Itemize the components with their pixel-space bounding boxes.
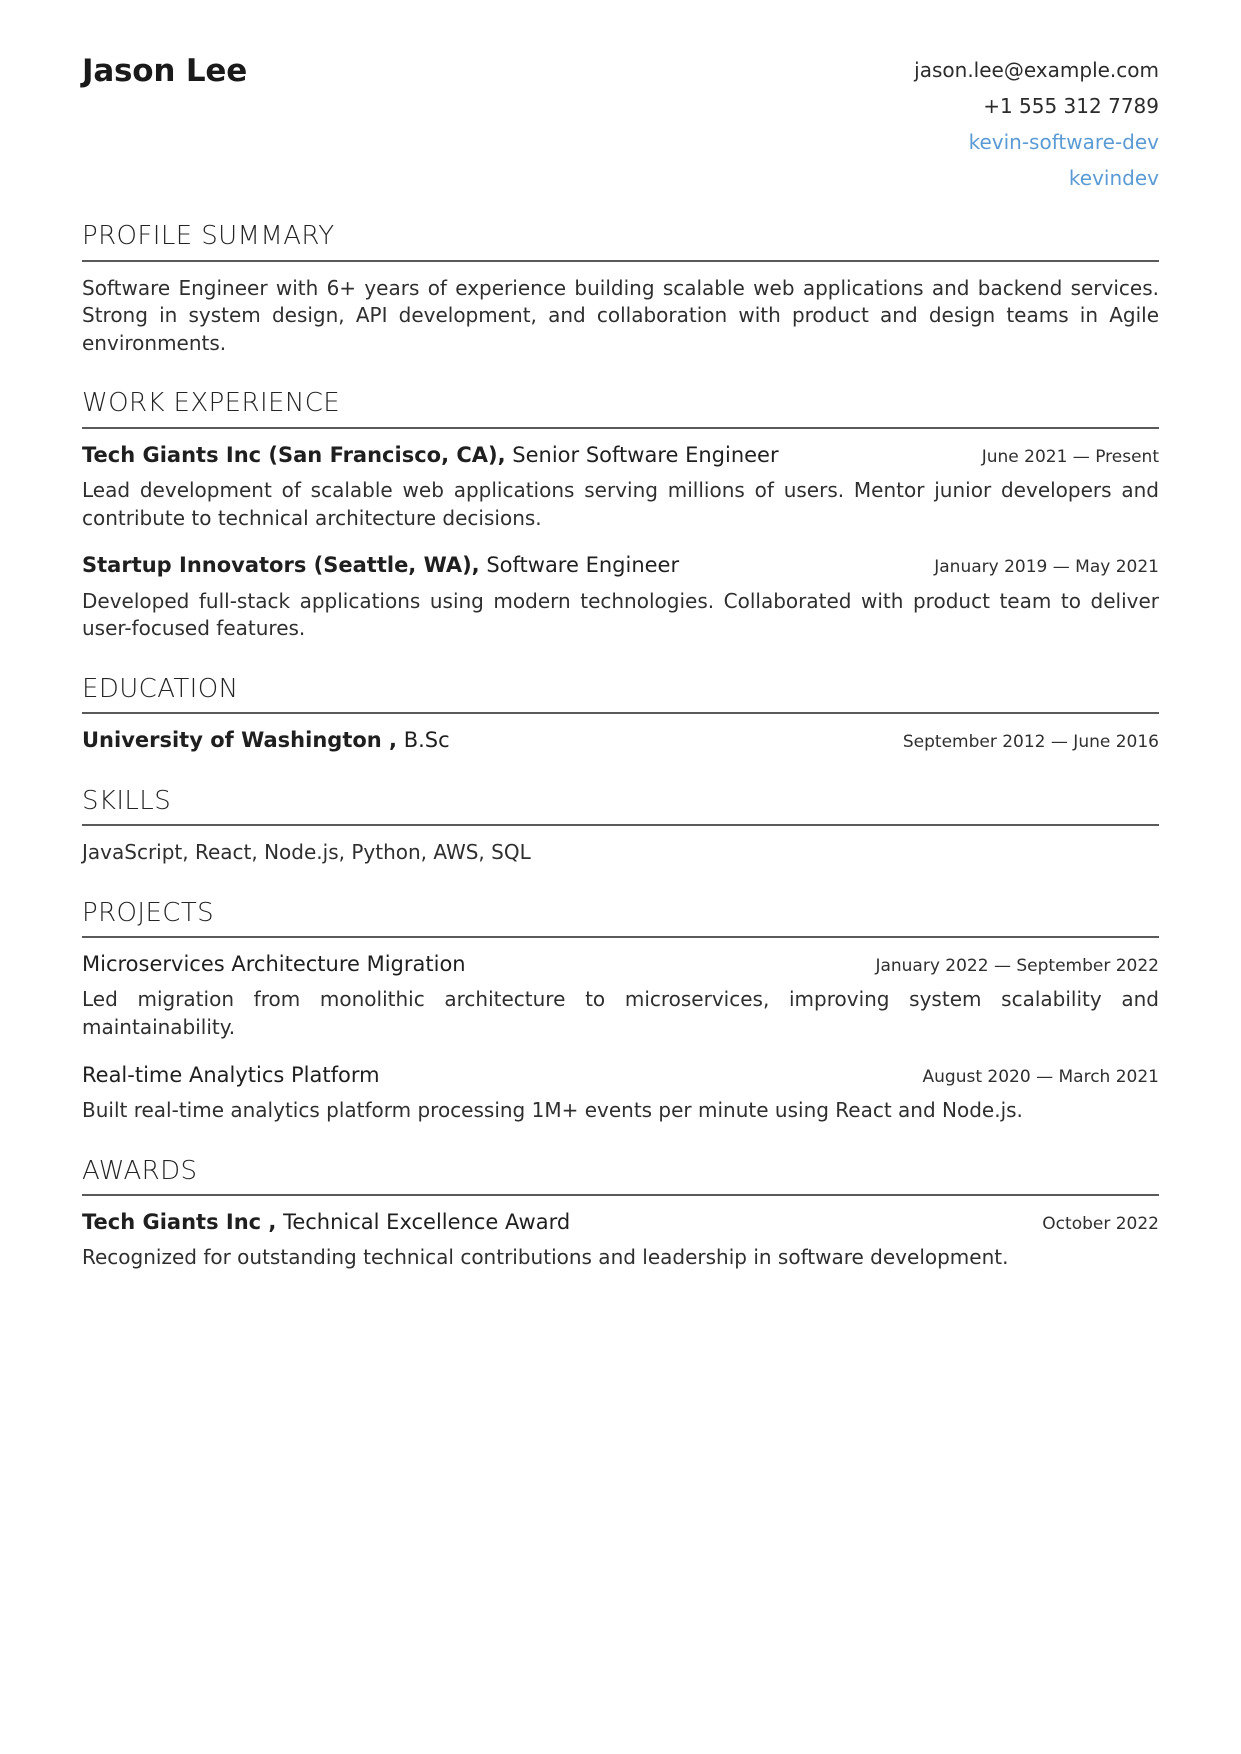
award-entry [82, 1209, 1159, 1272]
project-description: Built real-time analytics platform processing 1M+ events per minute using React and Node.js. [82, 1097, 1023, 1122]
contact-block [914, 54, 1159, 190]
section-divider [82, 824, 1159, 826]
section-divider [82, 1194, 1159, 1196]
section-projects [82, 897, 1159, 1125]
work-entry-date: June 2021 — Present [981, 446, 1159, 467]
education-entry [82, 727, 1159, 754]
work-entry-title [82, 442, 779, 469]
section-profile-summary [82, 220, 1159, 357]
work-entry [82, 442, 1159, 532]
section-awards [82, 1155, 1159, 1272]
section-title-education: EDUCATION [82, 673, 239, 704]
work-entry-date: January 2019 — May 2021 [934, 557, 1159, 578]
work-entry-title [82, 552, 679, 579]
work-entry-description: Lead development of scalable web applications serving millions of users. Mentor junior developers and contribute to technical architecture decisions. [82, 478, 1159, 530]
project-entry [82, 1062, 1159, 1125]
section-title-profile: PROFILE SUMMARY [82, 221, 335, 251]
work-entry-description: Developed full-stack applications using modern technologies. Collaborated with product team to deliver user-focused features. [82, 588, 1159, 641]
section-skills [82, 785, 1159, 867]
section-education [82, 673, 1159, 755]
skills-list: JavaScript, React, Node.js, Python, AWS, SQL [82, 840, 531, 865]
project-entry-date: January 2022 — September 2022 [875, 956, 1159, 977]
section-work-experience [82, 387, 1159, 642]
education-degree: B.Sc [397, 728, 450, 753]
education-entry-date: September 2012 — June 2016 [902, 732, 1159, 753]
project-description: Led migration from monolithic architecture to microservices, improving system scalability and maintainability. [82, 987, 1159, 1040]
award-issuer: Tech Giants Inc , [82, 1210, 277, 1235]
contact-email[interactable]: jason.lee@example.com [914, 58, 1159, 82]
section-divider [82, 427, 1159, 429]
award-entry-head [82, 1209, 1159, 1236]
contact-phone: +1 555 312 7789 [983, 94, 1159, 118]
education-institution: University of Washington , [82, 728, 398, 753]
contact-link-website[interactable]: kevin-software-dev [968, 130, 1159, 154]
profile-summary-text: Software Engineer with 6+ years of experience building scalable web applications and backend services. Strong in system design, API development, and collaboration with product and design teams in Agile environments. [82, 275, 1159, 355]
work-entry-org: Startup Innovators (Seattle, WA), [82, 553, 480, 578]
project-name: Real-time Analytics Platform [82, 1062, 380, 1087]
education-entry-head [82, 727, 1159, 754]
candidate-name: Jason Lee [82, 53, 248, 89]
work-entry-role: Senior Software Engineer [505, 442, 779, 467]
section-title-skills: SKILLS [82, 785, 172, 816]
work-entry-role: Software Engineer [479, 553, 680, 578]
education-entry-title [82, 727, 450, 754]
section-divider [82, 712, 1159, 714]
section-divider [82, 936, 1159, 938]
section-title-work: WORK EXPERIENCE [82, 388, 341, 419]
award-description: Recognized for outstanding technical contributions and leadership in software development. [82, 1245, 1009, 1270]
work-entry-head [82, 442, 1159, 469]
project-entry-head [82, 951, 1159, 978]
work-entry-head [82, 552, 1159, 579]
section-title-awards: AWARDS [82, 1155, 198, 1186]
project-entry-date: August 2020 — March 2021 [922, 1066, 1159, 1087]
section-divider [82, 260, 1159, 262]
work-entry-org: Tech Giants Inc (San Francisco, CA), [82, 442, 506, 467]
award-name: Technical Excellence Award [276, 1210, 571, 1235]
section-title-projects: PROJECTS [82, 897, 215, 928]
award-entry-date: October 2022 [1042, 1214, 1159, 1235]
resume-header [82, 40, 1159, 190]
contact-link-handle[interactable]: kevindev [1068, 166, 1159, 190]
project-entry [82, 951, 1159, 1041]
work-entry [82, 552, 1159, 642]
project-name: Microservices Architecture Migration [82, 952, 466, 977]
project-entry-head [82, 1062, 1159, 1089]
award-entry-title [82, 1209, 570, 1236]
